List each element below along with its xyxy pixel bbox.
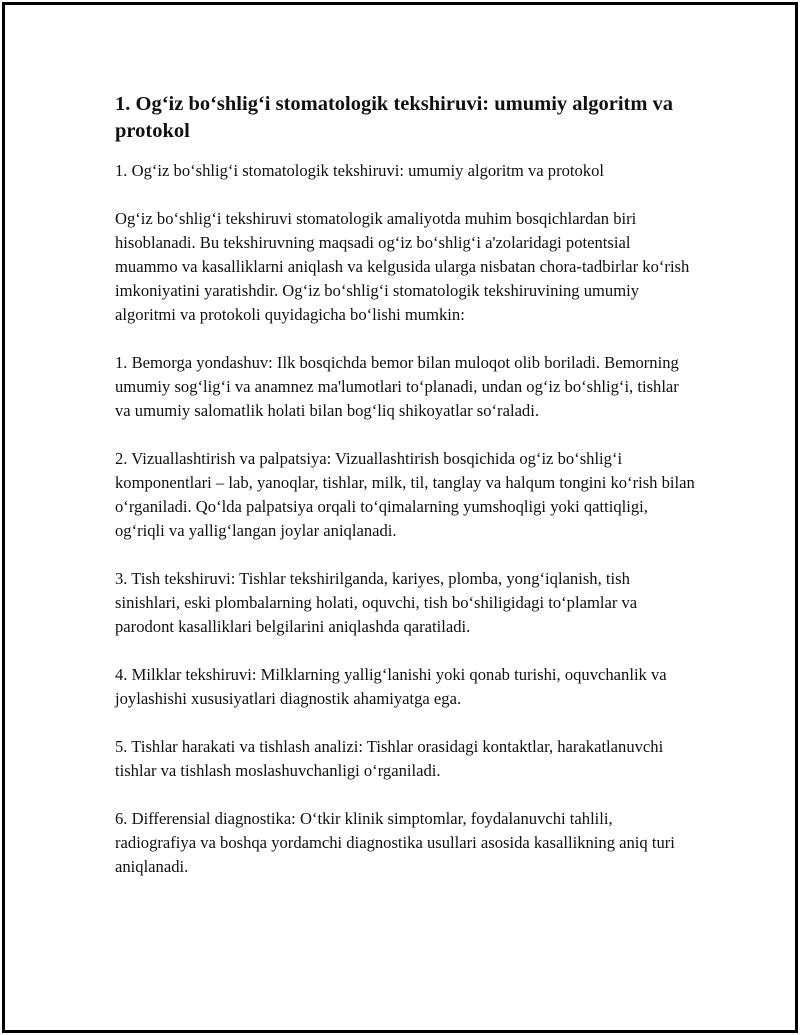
document-title: 1. Og‘iz bo‘shlig‘i stomatologik tekshiruvi: umumiy algoritm va protokol (115, 93, 674, 142)
paragraph-step-3: 3. Tish tekshiruvi: Tishlar tekshirilganda, kariyes, plomba, yong‘iqlanish, tish sinishlari, eski plombalarning holati, oquvchi, tish bo‘shiligidagi to‘plamlar va parodont kasalliklari belgilarini aniqlashda qaratiladi. (115, 569, 638, 636)
paragraph-step-5: 5. Tishlar harakati va tishlash analizi: Tishlar orasidagi kontaktlar, harakatlanuvchi tishlar va tishlash moslashuvchanligi o‘rganiladi. (115, 737, 664, 780)
paragraph-step-4: 4. Milklar tekshiruvi: Milklarning yallig‘lanishi yoki qonab turishi, oquvchanlik va joylashishi xususiyatlari diagnostik ahamiyatga ega. (115, 665, 667, 708)
paragraph-step-6: 6. Differensial diagnostika: O‘tkir klinik simptomlar, foydalanuvchi tahlili, radiografiya va boshqa yordamchi diagnostika usullari asosida kasallikning aniq turi aniqlanadi. (115, 809, 675, 876)
paragraph-intro: Og‘iz bo‘shlig‘i tekshiruvi stomatologik amaliyotda muhim bosqichlardan biri hisoblanadi. Bu tekshiruvning maqsadi og‘iz bo‘shlig‘i a'zolaridagi potentsial muammo va kasalliklarni aniqlash va kelgusida ularga nisbatan chora-tadbirlar ko‘rish imkoniyatini yaratishdir. Og‘iz bo‘shlig‘i stomatologik tekshiruvining umumiy algoritmi va protokoli quyidagicha bo‘lishi mumkin: (115, 209, 690, 324)
paragraph-step-2: 2. Vizuallashtirish va palpatsiya: Vizuallashtirish bosqichida og‘iz bo‘shlig‘i komponentlari – lab, yanoqlar, tishlar, milk, til, tanglay va halqum tongini ko‘rish bilan o‘rganiladi. Qo‘lda palpatsiya orqali to‘qimalarning yumshoqligi yoki qattiqligi, og‘riqli va yallig‘langan joylar aniqlanadi. (115, 449, 695, 540)
paragraph-step-1: 1. Bemorga yondashuv: Ilk bosqichda bemor bilan muloqot olib boriladi. Bemorning umumiy sog‘lig‘i va anamnez ma'lumotlari to‘planadi, undan og‘iz bo‘shlig‘i, tishlar va umumiy salomatlik holati bilan bog‘liq shikoyatlar so‘raladi. (115, 353, 679, 420)
document-body (115, 91, 695, 903)
paragraph-heading-repeat: 1. Og‘iz bo‘shlig‘i stomatologik tekshiruvi: umumiy algoritm va protokol (115, 161, 605, 180)
